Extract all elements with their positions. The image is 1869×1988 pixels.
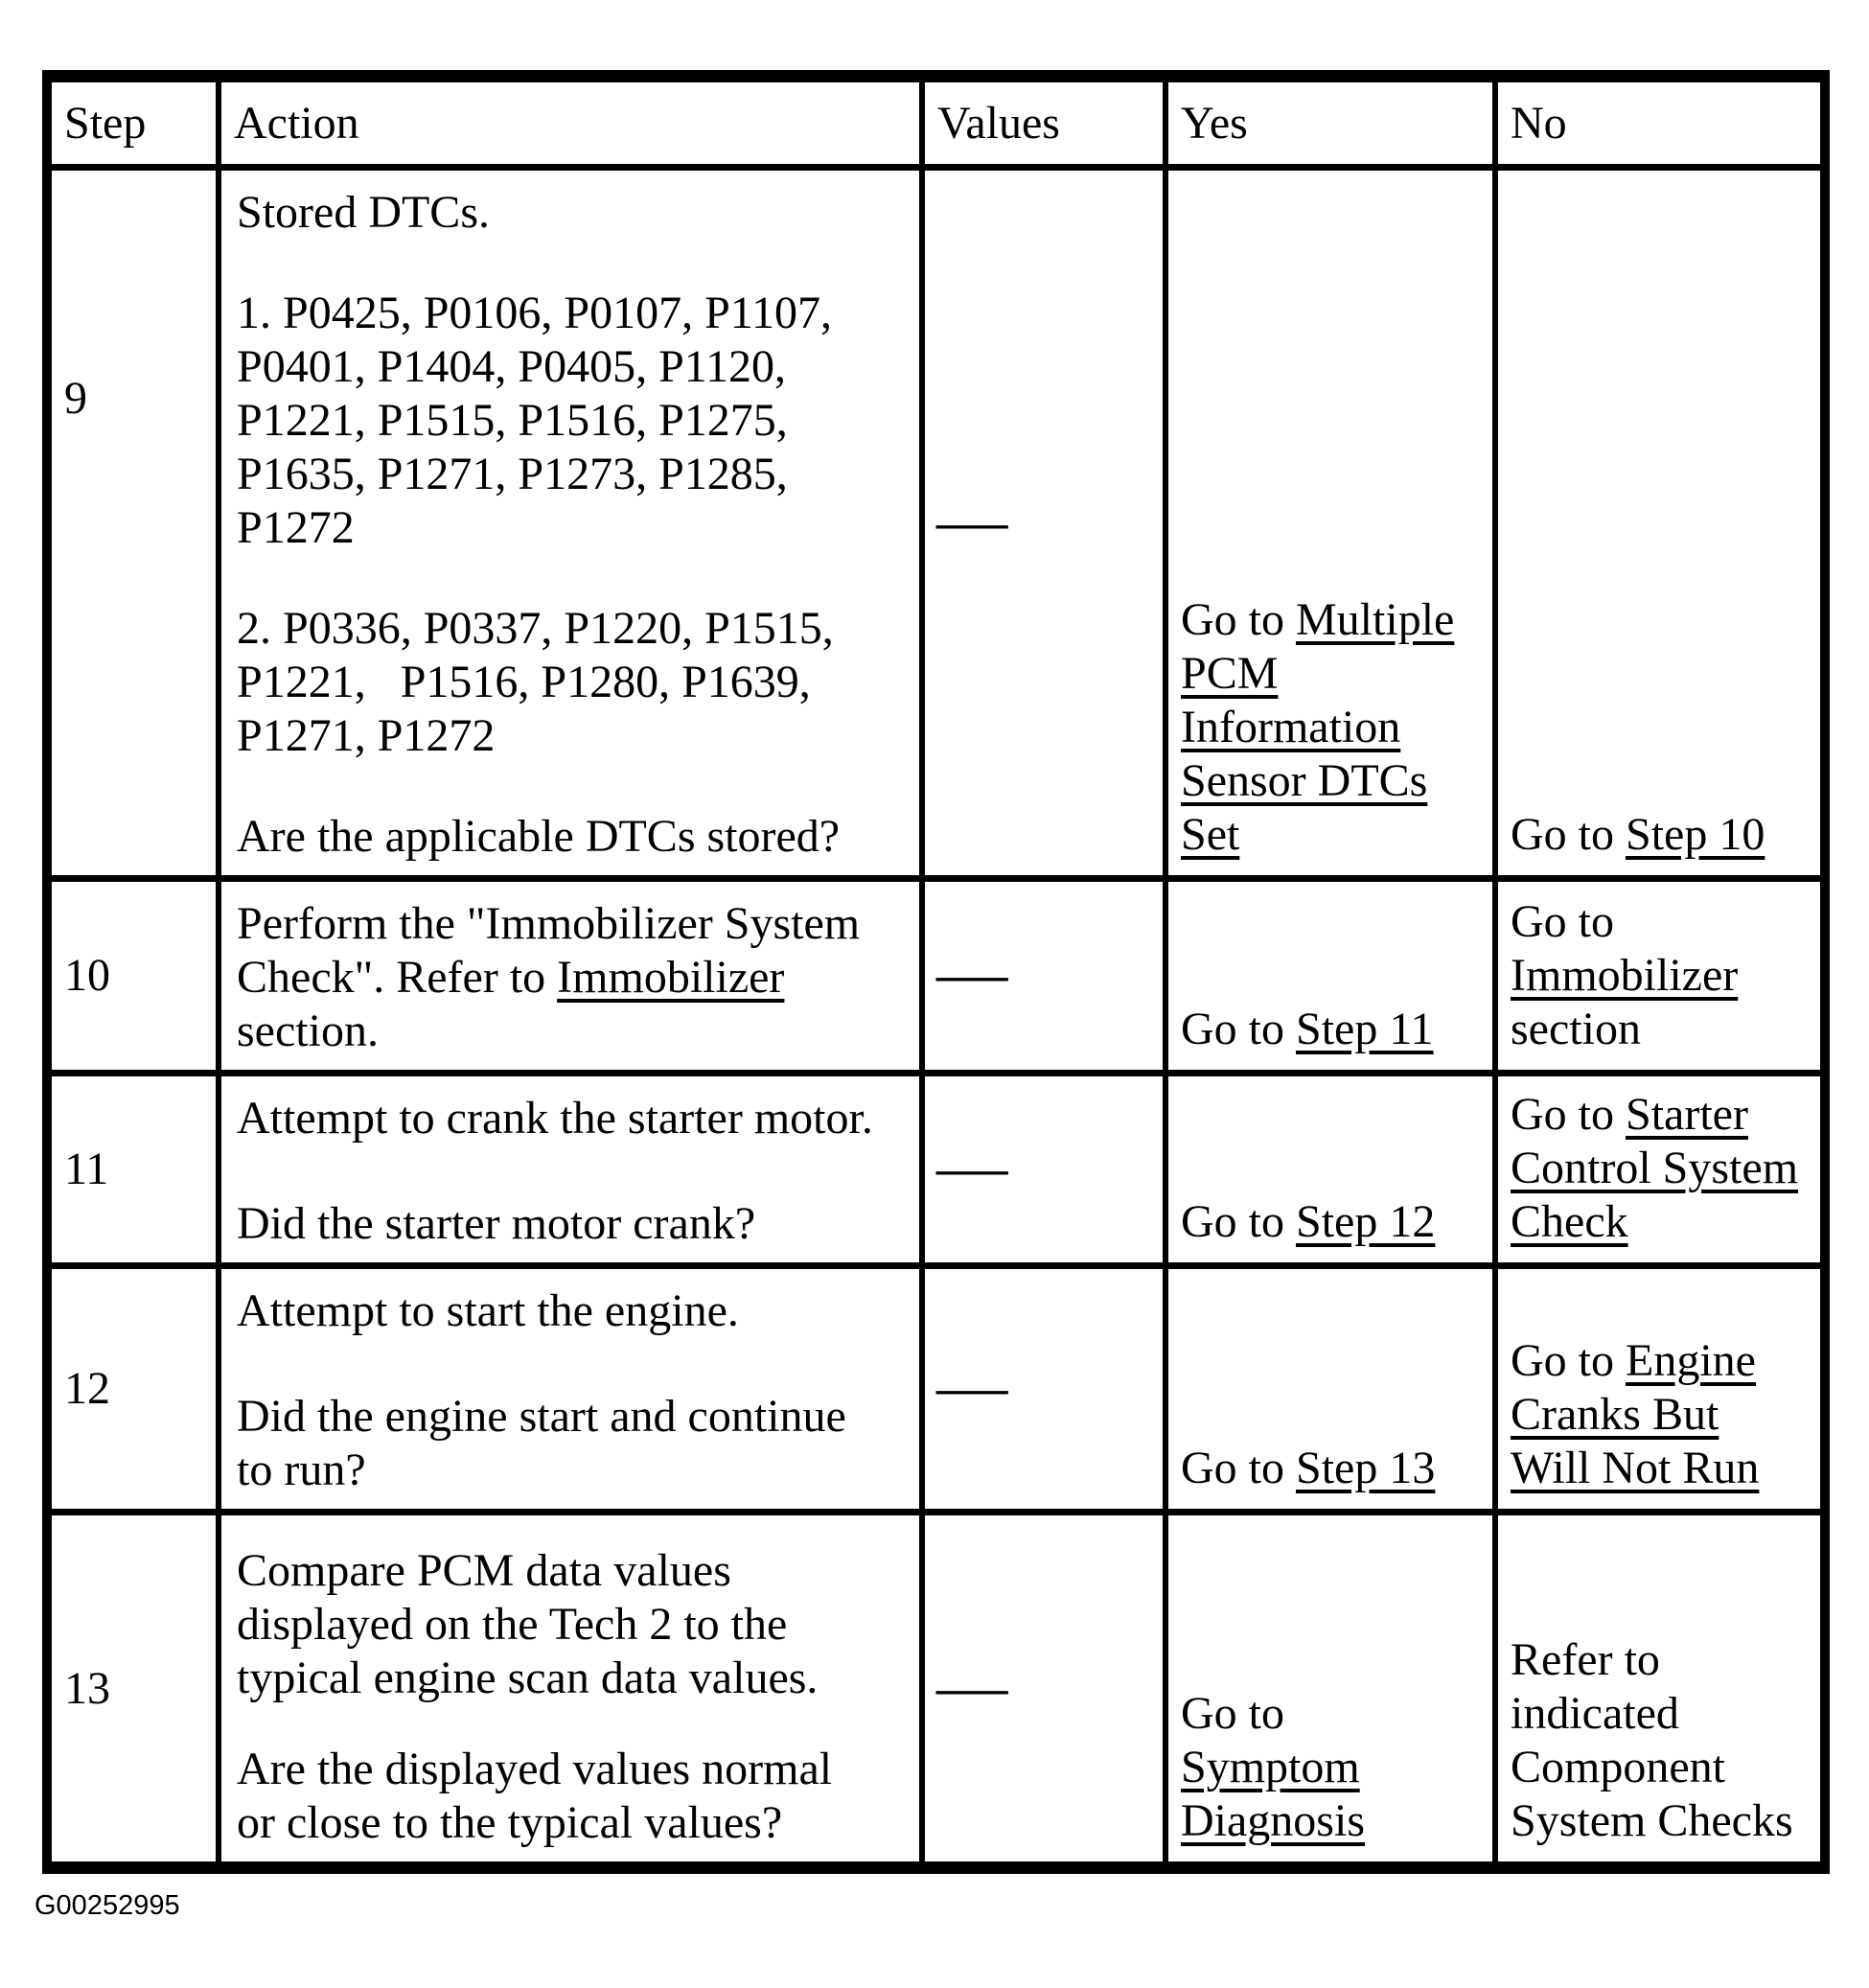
text-line: P0401, P1404, P0405, P1120, [237, 341, 786, 392]
action-instruction: Attempt to start the engine. [237, 1285, 739, 1336]
text-line: Compare PCM data values [237, 1545, 731, 1596]
row12-yes-cell [1168, 1269, 1492, 1509]
action-instruction [237, 1544, 908, 1705]
step-number: 10 [64, 950, 110, 1001]
link-step-13[interactable]: Step 13 [1296, 1443, 1436, 1493]
row11-values-cell [925, 1076, 1163, 1262]
text-line: System Checks [1511, 1795, 1793, 1846]
text-line: typical engine scan data values. [237, 1653, 819, 1703]
values-dash: — [936, 1662, 1008, 1714]
step-number: 13 [64, 1662, 110, 1714]
row10-yes-cell [1168, 882, 1492, 1070]
step-number: 12 [64, 1363, 110, 1414]
text-line: 2. P0336, P0337, P1220, P1515, [237, 603, 834, 654]
text-line: Are the displayed values normal [237, 1744, 833, 1794]
column-header-no: No [1498, 82, 1820, 164]
text-line: section [1511, 1004, 1641, 1054]
action-question [237, 1390, 908, 1497]
row11-action-cell [221, 1076, 919, 1262]
row10-step-cell [52, 882, 216, 1070]
text-line: Refer to [1511, 1634, 1660, 1685]
text-line: Did the engine start and continue [237, 1391, 846, 1442]
link-multiple-pcm-information-sensor-dtcs-set[interactable]: Sensor DTCs [1181, 755, 1428, 806]
row13-step-cell [52, 1515, 216, 1861]
values-dash: — [936, 950, 1008, 1001]
text-line: Component [1511, 1742, 1725, 1792]
text-line: P1221, P1516, P1280, P1639, [237, 657, 811, 707]
row12-step-cell [52, 1269, 216, 1509]
step-number: 11 [64, 1144, 109, 1194]
text-line: P1635, P1271, P1273, P1285, [237, 449, 788, 499]
text-line: Go to [1511, 896, 1614, 947]
row9-step-cell [52, 171, 216, 875]
row10-values-cell [925, 882, 1163, 1070]
link-engine-cranks-but-will-not-run[interactable]: Cranks But [1511, 1389, 1719, 1440]
link-engine-cranks-but-will-not-run[interactable]: Will Not Run [1511, 1443, 1760, 1493]
link-starter-control-system-check[interactable]: Check [1511, 1196, 1628, 1247]
text-line: P1272 [237, 502, 355, 553]
values-dash: — [936, 1363, 1008, 1414]
text-line: Perform the "Immobilizer System [237, 898, 861, 949]
link-symptom-diagnosis[interactable]: Symptom [1181, 1742, 1360, 1792]
row12-action-cell [221, 1269, 919, 1509]
text-line: Go to [1181, 1688, 1284, 1739]
text-line: Go to [1181, 594, 1296, 645]
row13-action-cell [221, 1515, 919, 1861]
text-line: to run? [237, 1445, 366, 1495]
row13-no-cell [1498, 1515, 1820, 1861]
row9-no-cell [1498, 171, 1820, 875]
values-dash: — [936, 1144, 1008, 1194]
text-line: 1. P0425, P0106, P0107, P1107, [237, 288, 832, 338]
figure-id: G00252995 [35, 1890, 180, 1921]
link-starter-control-system-check[interactable]: Starter [1626, 1089, 1748, 1140]
column-header-values: Values [925, 82, 1163, 164]
text-line: indicated [1511, 1688, 1679, 1739]
text-line: Go to [1181, 1443, 1296, 1493]
row11-yes-cell [1168, 1076, 1492, 1262]
row10-no-cell [1498, 882, 1820, 1070]
row11-step-cell [52, 1076, 216, 1262]
column-header-yes: Yes [1168, 82, 1492, 164]
action-question: Are the applicable DTCs stored? [237, 811, 841, 862]
row11-no-cell [1498, 1076, 1820, 1262]
text-line: Go to [1181, 1196, 1296, 1247]
text-line: Go to [1511, 1089, 1626, 1140]
row9-action-cell [221, 171, 919, 875]
row10-action-cell [221, 882, 919, 1070]
text-line: Go to [1511, 809, 1626, 860]
link-multiple-pcm-information-sensor-dtcs-set[interactable]: Set [1181, 809, 1240, 860]
link-engine-cranks-but-will-not-run[interactable]: Engine [1626, 1335, 1756, 1386]
text-line: displayed on the Tech 2 to the [237, 1599, 788, 1650]
link-step-12[interactable]: Step 12 [1296, 1196, 1436, 1247]
diagnostic-table [42, 70, 1830, 1874]
link-starter-control-system-check[interactable]: Control System [1511, 1143, 1799, 1193]
dtc-list-1 [237, 287, 908, 555]
link-multiple-pcm-information-sensor-dtcs-set[interactable]: Information [1181, 702, 1401, 752]
row13-yes-cell [1168, 1515, 1492, 1861]
action-question: Did the starter motor crank? [237, 1198, 756, 1249]
link-immobilizer-section[interactable]: Immobilizer [557, 952, 785, 1003]
link-step-10[interactable]: Step 10 [1626, 809, 1765, 860]
row9-values-cell [925, 171, 1163, 875]
text-line: Go to [1181, 1004, 1296, 1054]
text-line: or close to the typical values? [237, 1797, 783, 1848]
row12-values-cell [925, 1269, 1163, 1509]
step-number: 9 [64, 373, 87, 424]
action-instruction: Attempt to crank the starter motor. [237, 1093, 873, 1144]
link-symptom-diagnosis[interactable]: Diagnosis [1181, 1795, 1365, 1846]
dtc-list-2 [237, 602, 908, 763]
link-multiple-pcm-information-sensor-dtcs-set[interactable]: PCM [1181, 648, 1279, 699]
row12-no-cell [1498, 1269, 1820, 1509]
link-multiple-pcm-information-sensor-dtcs-set[interactable]: Multiple [1296, 594, 1455, 645]
row9-yes-cell [1168, 171, 1492, 875]
action-intro: Stored DTCs. [237, 187, 490, 238]
text-line: P1221, P1515, P1516, P1275, [237, 395, 788, 446]
row13-values-cell [925, 1515, 1163, 1861]
values-dash: — [936, 497, 1008, 548]
link-immobilizer-section[interactable]: Immobilizer [1511, 950, 1739, 1001]
text-line: P1271, P1272 [237, 710, 496, 761]
link-step-11[interactable]: Step 11 [1296, 1004, 1434, 1054]
column-header-action: Action [221, 82, 919, 164]
action-question [237, 1743, 908, 1850]
text-line: Go to [1511, 1335, 1626, 1386]
text-line: Check". Refer to [237, 952, 558, 1003]
column-header-step: Step [52, 82, 216, 164]
text-line: section. [237, 1006, 379, 1056]
